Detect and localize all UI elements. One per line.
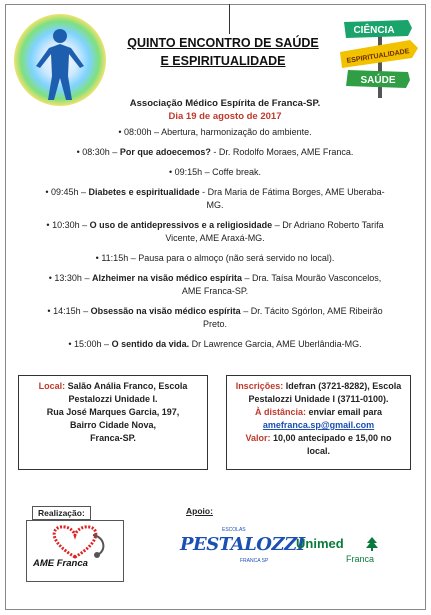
event-title	[120, 34, 326, 70]
location-line-2: Pestalozzi Unidade I.	[68, 394, 158, 404]
schedule-time: 13:30h	[54, 273, 82, 283]
email-link[interactable]: amefranca.sp@gmail.com	[262, 420, 375, 430]
registration-line-2: Pestalozzi Unidade I (3711-0100).	[248, 394, 389, 404]
bullet-icon: •	[118, 127, 122, 137]
unimed-logo: Unimed	[296, 536, 344, 551]
signpost-icon	[338, 14, 422, 98]
human-figure-icon	[14, 14, 106, 106]
location-line-3: Rua José Marques Garcia, 197,	[46, 407, 180, 417]
schedule-detail: – Dra. Taísa Mourão Vasconcelos, AME Franca-SP.	[181, 273, 382, 296]
pestalozzi-sub-text: FRANCA SP	[240, 558, 269, 564]
price-text: 10,00 antecipado e 15,00 no local.	[272, 433, 392, 456]
price-label: Valor:	[245, 433, 271, 443]
schedule-item: • 08:30h – Por que adoecemos? - Dr. Rodolfo Moraes, AME Franca.	[76, 147, 354, 157]
pestalozzi-top-text: ESCOLAS	[222, 527, 246, 533]
schedule-topic: Diabetes e espiritualidade	[88, 187, 200, 197]
location-line-1: Salão Anália Franco, Escola	[67, 381, 188, 391]
schedule-topic: Por que adoecemos?	[119, 147, 211, 157]
schedule-item: • 09:45h – Diabetes e espiritualidade - Dra Maria de Fátima Borges, AME Uberaba-MG.	[45, 187, 385, 210]
distance-text: enviar email para	[308, 407, 383, 417]
schedule-detail: Pausa para o almoço (não será servido no local).	[138, 253, 335, 263]
location-line-4: Bairro Cidade Nova,	[69, 420, 157, 430]
bullet-icon: •	[76, 147, 80, 157]
title-line-1: QUINTO ENCONTRO DE SAÚDE	[127, 36, 319, 50]
schedule-time: 14:15h	[53, 306, 81, 316]
pestalozzi-logo: PESTALOZZI	[180, 534, 305, 555]
schedule-item: • 09:15h – Coffe break.	[168, 167, 262, 177]
schedule-detail: - Dra Maria de Fátima Borges, AME Uberaba-MG.	[199, 187, 385, 210]
sign-middle-text: ESPIRITUALIDADE	[346, 48, 410, 65]
schedule-topic: O uso de antidepressivos e a religiosidade	[89, 220, 273, 230]
sign-bottom-text: SAÚDE	[360, 75, 396, 86]
schedule-time: 10:30h	[52, 220, 80, 230]
ame-logo-text: AME Franca	[33, 558, 88, 569]
schedule-time: 08:00h	[124, 127, 152, 137]
location-label: Local:	[38, 381, 66, 391]
organizer: Associação Médico Espírita de Franca-SP.	[129, 98, 321, 109]
schedule-detail: Dr Lawrence Garcia, AME Uberlândia-MG.	[189, 339, 362, 349]
sign-top-text: CIÊNCIA	[353, 25, 395, 36]
event-date: Dia 19 de agosto de 2017	[168, 111, 282, 122]
schedule-item: • 14:15h – Obsessão na visão médico espírita – Dr. Tácito Sgórlon, AME Ribeirão Preto.	[47, 306, 383, 329]
schedule-detail: - Dr. Rodolfo Moraes, AME Franca.	[210, 147, 354, 157]
schedule-item: • 08:00h – Abertura, harmonização do ambiente.	[118, 127, 312, 137]
location-line-5: Franca-SP.	[90, 433, 136, 443]
aura-figure-image	[14, 14, 106, 106]
bullet-icon: •	[68, 339, 72, 349]
schedule-item: • 15:00h – O sentido da vida. Dr Lawrence Garcia, AME Uberlândia-MG.	[68, 339, 362, 349]
schedule-detail: – Dr. Tácito Sgórlon, AME Ribeirão Preto.	[202, 306, 383, 329]
schedule-time: 09:45h	[51, 187, 79, 197]
unimed-sub-text: Franca	[346, 554, 375, 564]
bullet-icon: •	[48, 273, 52, 283]
schedule-time: 09:15h	[174, 167, 203, 177]
registration-label: Inscrições:	[235, 381, 284, 391]
schedule-detail: Coffe break.	[212, 167, 262, 177]
schedule-item: • 11:15h – Pausa para o almoço (não será servido no local).	[95, 253, 335, 263]
schedule-detail: – Dr Adriano Roberto Tarifa Vicente, AME Araxá-MG.	[165, 220, 384, 243]
schedule-topic: O sentido da vida.	[111, 339, 190, 349]
ame-logo	[26, 520, 124, 582]
distance-label: À distância:	[254, 407, 306, 417]
title-line-2: E ESPIRITUALIDADE	[160, 54, 286, 68]
schedule-item: • 13:30h – Alzheimer na visão médico espírita – Dra. Taísa Mourão Vasconcelos, AME Franca-SP.	[48, 273, 382, 296]
organizer-label: Realização:	[32, 506, 91, 520]
schedule-topic: Obsessão na visão médico espírita	[90, 306, 241, 316]
schedule-time: 11:15h	[101, 253, 129, 263]
heart-stethoscope-icon	[27, 521, 123, 561]
location-box	[18, 375, 208, 470]
unimed-tree-icon	[364, 536, 380, 552]
schedule-time: 08:30h	[82, 147, 110, 157]
schedule-list	[40, 126, 390, 358]
schedule-time: 15:00h	[74, 339, 102, 349]
registration-line-1: Idefran (3721-8282), Escola	[285, 381, 402, 391]
support-label: Apoio:	[186, 506, 213, 516]
bullet-icon: •	[95, 253, 99, 263]
schedule-topic: Alzheimer na visão médico espírita	[91, 273, 243, 283]
bullet-icon: •	[47, 306, 51, 316]
schedule-detail: Abertura, harmonização do ambiente.	[161, 127, 312, 137]
bullet-icon: •	[45, 187, 49, 197]
schedule-item: • 10:30h – O uso de antidepressivos e a religiosidade – Dr Adriano Roberto Tarifa Vicente, AME Araxá-MG.	[46, 220, 384, 243]
bullet-icon: •	[168, 167, 173, 177]
bullet-icon: •	[46, 220, 50, 230]
registration-box	[226, 375, 411, 470]
divider-line	[229, 4, 230, 34]
